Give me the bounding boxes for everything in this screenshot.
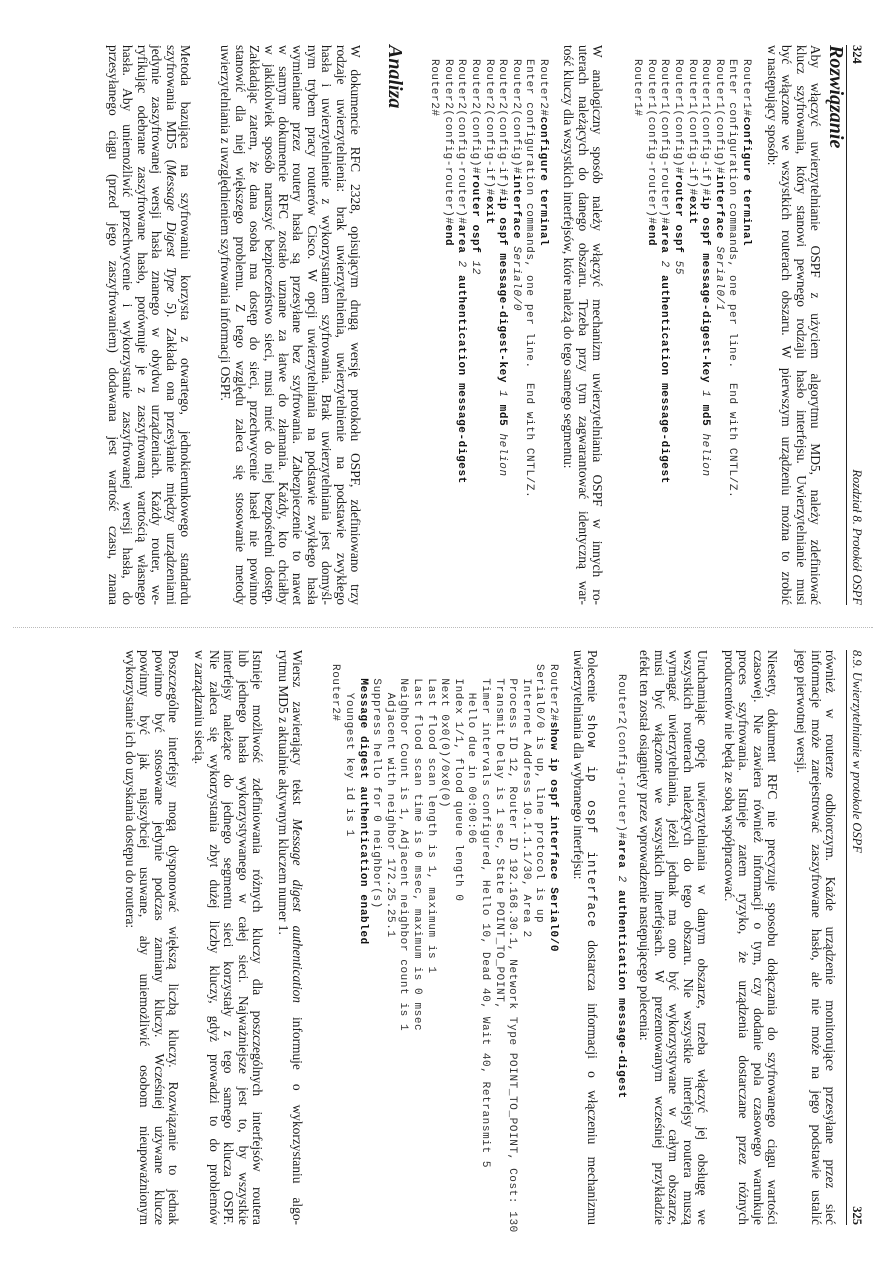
text-line: [535, 59, 549, 625]
text-segment: rytmu MD5 z aktualnie aktywnym kluczem numer 1.: [275, 650, 291, 935]
text-line: [666, 650, 680, 1225]
text-line: [355, 664, 369, 1245]
text-segment: W analogiczny sposób należy włączyć mechanizm uwierzytelniania OSPF w innych ro-: [590, 45, 605, 605]
text-line: [206, 650, 220, 1225]
text-segment: w samym dokumencie RFC zostało uznane za łatwe do złamania. Każdy, kto chciałby: [276, 45, 292, 605]
page-header: [848, 45, 864, 605]
text-segment: [455, 268, 467, 275]
text-segment: show ip ospf interface: [584, 714, 598, 929]
text-segment: [496, 397, 508, 404]
text-segment: 2: [658, 260, 671, 268]
text-line: [505, 664, 519, 1245]
text-line: [290, 650, 304, 1225]
text-segment: interface: [712, 174, 725, 240]
text-line: [342, 664, 356, 1245]
text-segment: [615, 868, 627, 875]
paragraph: [106, 45, 192, 605]
page-324: [0, 45, 893, 605]
text-segment: 2: [615, 875, 627, 883]
text-line: [450, 664, 464, 1245]
text-segment: interfejsy należące do jednego segmentu sieci korzystały z tego samego klucza OSPF.: [221, 650, 237, 1225]
text-segment: area: [658, 224, 671, 254]
text-line: [122, 650, 136, 1225]
text-segment: Router1(config-router)#: [644, 59, 657, 225]
text-segment: [469, 253, 481, 260]
text-line: [613, 674, 627, 1245]
text-segment: Poszczególne interfejsy mogą dysponować większą liczbą kluczy. Rozwiązanie to jednak: [166, 650, 181, 1225]
text-line: [151, 650, 165, 1225]
text-segment: Router1#: [631, 59, 644, 117]
text-segment: powinny być jak najszybciej usuwane, aby uniemożliwić osobom nieupoważnionym: [137, 650, 153, 1225]
text-segment: ryfikując odebrane zaszyfrowane hasło, porównuje je z zaszyfrowaną wartością własnego: [134, 45, 150, 605]
text-segment: [658, 253, 670, 260]
text-segment: uwierzytelniania dla wybranego interfejsu:: [570, 650, 586, 880]
text-line: [794, 650, 808, 1225]
text-line: [333, 45, 347, 605]
text-segment: Router2#: [329, 664, 342, 722]
paragraph: [764, 45, 822, 605]
text-segment: Message digest authentication: [290, 818, 305, 1003]
text-line: [711, 59, 725, 625]
text-line: [765, 650, 779, 1225]
section-heading-solution: Rozwiązanie: [825, 45, 847, 149]
text-segment: wykorzystanie ich do uzyskania dostępu do routera:: [122, 650, 138, 929]
code-listing-area-command: [613, 674, 627, 1245]
text-line: [532, 664, 546, 1245]
text-segment: show ip ospf interface Serial0/0: [547, 721, 559, 953]
text-segment: jego pierwotnej wersji.: [794, 650, 810, 774]
text-line: [491, 664, 505, 1245]
paragraph: [570, 650, 599, 1225]
text-line: [437, 664, 451, 1245]
text-segment: Enter configuration commands, one per line. End with CNTL/Z.: [726, 59, 739, 499]
text-segment: end: [644, 224, 657, 247]
text-segment: Router2(config-router)#: [455, 59, 468, 225]
text-line: [163, 45, 177, 605]
text-line: [630, 59, 644, 625]
text-segment: hasła i uwierzytelnienie z wykorzystaniem szyfrowania. Brak uwierzytelniania jest domyśl-: [319, 45, 335, 605]
text-segment: [658, 268, 670, 275]
text-line: [149, 45, 163, 605]
text-line: [290, 45, 304, 605]
text-segment: Internet Address 10.1.1.1/30, Area 2: [519, 664, 532, 938]
text-segment: configure terminal: [537, 116, 549, 247]
text-line: [464, 664, 478, 1245]
text-line: [651, 650, 665, 1225]
text-segment: Hello due in 00:00:06: [465, 664, 478, 845]
text-line: [680, 650, 694, 1225]
text-segment: exit: [685, 195, 698, 225]
text-line: [235, 650, 249, 1225]
text-segment: [615, 883, 627, 890]
text-line: [275, 650, 289, 1225]
text-segment: Router2#: [547, 664, 559, 722]
text-segment: md5: [699, 404, 712, 427]
text-segment: jedynie zaszyfrowanej wersji hasła znanego w obydwu urządzeniach. Każdy router, we-: [149, 45, 165, 605]
text-line: [585, 650, 599, 1225]
text-line: [561, 45, 575, 605]
text-segment: Router1(config)#: [712, 59, 725, 175]
paragraph: [275, 650, 304, 1225]
text-line: [427, 59, 441, 625]
text-segment: Router1(config-if)#: [685, 59, 698, 196]
text-segment: authentication message-digest: [658, 275, 671, 484]
text-line: [250, 650, 264, 1225]
text-segment: w następujący sposób:: [764, 45, 780, 166]
text-segment: md5: [496, 404, 509, 427]
text-line: [134, 45, 148, 605]
text-line: [518, 664, 532, 1245]
text-line: [178, 45, 192, 605]
text-line: [779, 45, 793, 605]
text-segment: Transmit Delay is 1 sec, State POINT_TO_POINT,: [492, 664, 505, 1010]
text-segment: [455, 253, 467, 260]
paragraph: [218, 45, 362, 605]
text-line: [477, 664, 491, 1245]
text-segment: dostarcza informacji o włączeniu mechanizmu: [585, 928, 600, 1225]
text-line: [382, 664, 396, 1245]
running-head: Rozdział 8. Protokół OSPF: [850, 469, 864, 605]
section-heading-analysis: Analiza: [384, 45, 406, 109]
text-segment: tość kluczy dla wszystkich interfejsów, które należą do tego samego segmentu:: [561, 45, 577, 469]
text-segment: Router1(config)#: [672, 59, 685, 175]
text-line: [261, 45, 275, 605]
text-line: [423, 664, 437, 1245]
text-line: [348, 45, 362, 605]
text-segment: 55: [672, 260, 685, 276]
text-segment: Router1(config-if)#: [699, 59, 712, 196]
text-segment: Suppress hello for 0 neighbor(s): [370, 664, 383, 909]
text-line: [637, 650, 651, 1225]
text-line: [793, 45, 807, 605]
text-segment: Metoda bazująca na szyfrowaniu korzysta z otwartego, jednokierunkowego standardu: [178, 45, 193, 605]
text-line: [454, 59, 468, 625]
text-segment: czasowej. Nie zawiera również informacji o tym, czy dodanie pola czasowego warunkuje: [750, 650, 766, 1225]
paragraph: [561, 45, 604, 605]
text-segment: authentication message-digest: [615, 890, 627, 1099]
text-segment: Uruchamiając opcję uwierzytelniania w danym obszarze, trzeba włączyć jej obsługę we: [695, 650, 710, 1225]
text-segment: producentów nie będą ze sobą współpracować.: [721, 650, 737, 902]
text-segment: uterach należących do danego obszaru. Trzeba przy tym zagwarantować identyczną war-: [575, 45, 591, 605]
code-listing-router2: [427, 59, 549, 625]
paragraph: [122, 650, 180, 1225]
text-segment: Wiersz zawierający tekst: [290, 650, 305, 819]
text-segment: Aby włączyć uwierzytelnianie OSPF z użyciem algorytmu MD5, należy zdefiniować: [808, 45, 823, 605]
text-line: [725, 59, 739, 625]
text-segment: Timer intervals configured, Hello 10, Dead 40, Wait 40, Retransmit 5: [479, 664, 492, 1169]
text-segment: router ospf: [469, 174, 482, 254]
text-segment: klucz szyfrowania, który stanowi pewnego rodzaju hasło interfejsu. Uwierzytelnianie musi: [793, 45, 809, 605]
text-segment: W dokumencie RFC 2328, opisującym drugą wersję protokołu OSPF, zdefiniowano trzy: [348, 45, 363, 605]
text-line: [232, 45, 246, 605]
text-segment: Adjacent with neighbor 172.25.25.1: [383, 664, 396, 938]
text-segment: Router2#: [428, 59, 441, 117]
text-segment: uwierzytelniania z uwzględnieniem szyfrowania informacji OSPF.: [218, 45, 234, 401]
text-segment: Router2#: [537, 59, 549, 117]
text-segment: Router2(config-if)#: [482, 59, 495, 196]
text-segment: ip ospf message-digest-key: [496, 195, 509, 384]
text-segment: 2: [455, 260, 468, 268]
text-segment: Router1(config-router)#: [658, 59, 671, 225]
text-line: [684, 59, 698, 625]
text-segment: interface: [509, 174, 522, 240]
text-segment: helion: [496, 433, 509, 477]
text-line: [440, 59, 454, 625]
text-segment: Serial0/0: [509, 246, 522, 312]
text-line: [570, 650, 584, 1225]
text-segment: Router2(config-router)#: [615, 674, 627, 840]
text-segment: również w routerze odbiorczym. Każde urządzenie monitorujące przesyłane przez sieć: [823, 650, 838, 1225]
text-segment: nym trybem pracy routerów Cisco. W opcji uwierzytelniania na podstawie zwykłego hasła: [304, 45, 320, 605]
text-line: [304, 45, 318, 605]
text-segment: w jakikolwiek sposób naruszyć bezpieczeństwo sieci, musi mieć do niej bezpośredni dostęp.: [261, 45, 277, 605]
text-segment: 1: [699, 390, 712, 398]
paragraph: [794, 650, 837, 1225]
text-line: [247, 45, 261, 605]
text-line: [218, 45, 232, 605]
text-segment: stanowić dla niej większego problemu. Z tego względu zaleca się stosowanie metody: [232, 45, 248, 605]
text-segment: end: [441, 224, 454, 247]
text-segment: area: [455, 224, 468, 254]
text-segment: rodzaje uwierzytelnienia: brak uwierzytelnienia, uwierzytelnienie na podstawie zwykłego: [333, 45, 349, 605]
text-segment: informuje o wykorzystaniu algo-: [290, 1003, 305, 1226]
text-segment: [699, 397, 711, 404]
text-segment: efekt ten został osiągnięty przez wprowadzenie następującego polecenia:: [637, 650, 653, 1041]
text-line: [319, 45, 333, 605]
text-segment: Zakładając zatem, że dana osoba ma dostęp do sieci, przechwycenie haseł nie powinno: [247, 45, 263, 605]
text-line: [575, 45, 589, 605]
text-segment: router ospf: [672, 174, 685, 254]
running-head: 8.9. Uwierzytelnianie w protokole OSPF: [850, 650, 864, 853]
text-line: [192, 650, 206, 1225]
text-line: [643, 59, 657, 625]
text-line: [328, 664, 342, 1245]
text-line: [738, 59, 752, 625]
text-segment: Router2(config-if)#: [496, 59, 509, 196]
text-segment: area: [615, 839, 627, 869]
text-segment: szyfrowania MD5 (: [163, 45, 179, 165]
text-segment: Serial0/0 is up, line protocol is up: [533, 664, 546, 924]
text-line: [695, 650, 709, 1225]
text-segment: ip ospf message-digest-key: [699, 195, 712, 384]
text-line: [698, 59, 712, 625]
text-line: [221, 650, 235, 1225]
text-segment: Index 1/1, flood queue length 0: [451, 664, 464, 902]
text-segment: Polecenie: [585, 650, 600, 715]
text-line: [808, 650, 822, 1225]
header-rule: [846, 650, 847, 1225]
text-segment: hasła. Aby uniemożliwić przechwycenie i wykorzystanie zaszyfrowanej wersji hasła, do: [120, 45, 136, 605]
paragraph: [192, 650, 264, 1225]
text-segment: przesyłanego ciągu (przed jego zaszyfrowaniem) dodawana jest wartość czasu, znana: [106, 45, 122, 605]
text-line: [657, 59, 671, 625]
text-segment: Message Digest Type 5: [163, 164, 179, 310]
text-line: [545, 664, 559, 1245]
text-line: [670, 59, 684, 625]
text-segment: authentication message-digest: [455, 275, 468, 484]
text-segment: Enter configuration commands, one per line. End with CNTL/Z.: [523, 59, 536, 499]
text-segment: Youngest key id is 1: [343, 664, 356, 837]
text-line: [736, 650, 750, 1225]
text-segment: Niestety, dokument RFC nie precyzuje sposobu dołączania do szyfrowanego ciągu wartości: [765, 650, 780, 1225]
text-segment: ). Zakłada ona przesyłanie między urządzeniami: [163, 309, 179, 605]
text-segment: Router1#: [740, 59, 752, 117]
text-line: [409, 664, 423, 1245]
text-line: [823, 650, 837, 1225]
text-segment: wymagać uwierzytelniania, jeżeli jednak ma ono być wykorzystywane w całym obszarze,: [666, 650, 682, 1225]
code-listing-show-ip-ospf: [328, 664, 559, 1245]
page-header: [848, 650, 864, 1225]
text-segment: Message digest authentication enabled: [356, 664, 369, 945]
text-line: [120, 45, 134, 605]
text-line: [495, 59, 509, 625]
text-line: [590, 45, 604, 605]
text-segment: Istnieje możliwość zdefiniowania różnych kluczy dla poszczególnych interfejsów routera: [250, 650, 265, 1225]
text-segment: musi być włączone we wszystkich interfejsach. W prezentowanym wcześniej przykładzie: [651, 650, 667, 1225]
text-segment: wszystkich routerach należących do tego obszaru. Nie wszystkie interfejsy routera muszą: [680, 650, 696, 1225]
text-segment: exit: [482, 195, 495, 225]
text-line: [481, 59, 495, 625]
text-line: [522, 59, 536, 625]
text-segment: Last flood scan length is 1, maximum is 1: [424, 664, 437, 974]
text-line: [508, 59, 522, 625]
page-325: [0, 650, 893, 1233]
text-segment: Router2(config)#: [469, 59, 482, 175]
text-line: [467, 59, 481, 625]
text-segment: configure terminal: [740, 116, 752, 247]
text-line: [396, 664, 410, 1245]
code-listing-router1: [630, 59, 752, 625]
text-segment: Router2(config)#: [509, 59, 522, 175]
text-segment: 1: [496, 390, 509, 398]
text-segment: w zarządzaniu siecią.: [192, 650, 208, 765]
text-line: [764, 45, 778, 605]
text-line: [166, 650, 180, 1225]
text-line: [721, 650, 735, 1225]
text-segment: być włączone we wszystkich routerach obszaru. W pierwszym urządzeniu można to zrobić: [779, 45, 795, 605]
text-line: [808, 45, 822, 605]
page-number: 325: [850, 1206, 864, 1225]
text-segment: helion: [699, 433, 712, 477]
text-segment: Neighbor Count is 1, Adjacent neighbor count is 1: [397, 664, 410, 1032]
paragraph: [721, 650, 779, 1225]
text-line: [750, 650, 764, 1225]
page-fold-divider: [13, 627, 873, 628]
text-segment: Router2(config-router)#: [441, 59, 454, 225]
text-segment: Process ID 12, Router ID 192.168.30.1, Network Type POINT_TO_POINT, Cost: 130: [506, 664, 519, 1233]
text-line: [276, 45, 290, 605]
text-segment: lub jednego hasła wykorzystywanego w całej sieci. Najważniejsze jest to, by wszystkie: [235, 650, 251, 1225]
text-segment: proces szyfrowania. Istnieje zatem ryzyko, że urządzenia dostarczane przez różnych: [736, 650, 752, 1225]
text-segment: informacje może zarejestrować zaszyfrowane hasło, ale nie może na jego podstawie ustalić: [808, 650, 824, 1225]
text-segment: [672, 253, 684, 260]
text-line: [137, 650, 151, 1225]
text-line: [106, 45, 120, 605]
text-segment: Next 0x0(0)/0x0(0): [438, 664, 451, 809]
text-segment: 12: [469, 260, 482, 276]
text-segment: Last flood scan time is 0 msec, maximum is 0 msec: [411, 664, 424, 1032]
text-segment: Serial0/1: [712, 246, 725, 312]
paragraph: [637, 650, 709, 1225]
text-segment: Nie zaleca się wykorzystania zbyt dużej liczby kluczy, gdyż prowadzi to do problemów: [206, 650, 222, 1225]
text-segment: wymieniane przez routery hasła są przesyłane bez szyfrowania. Zabezpieczenie to nawet: [290, 45, 306, 605]
page-number: 324: [850, 45, 864, 64]
text-segment: powinno być stosowane jedynie podczas zamiany kluczy. Wcześniej używane klucze: [151, 650, 167, 1225]
text-line: [369, 664, 383, 1245]
